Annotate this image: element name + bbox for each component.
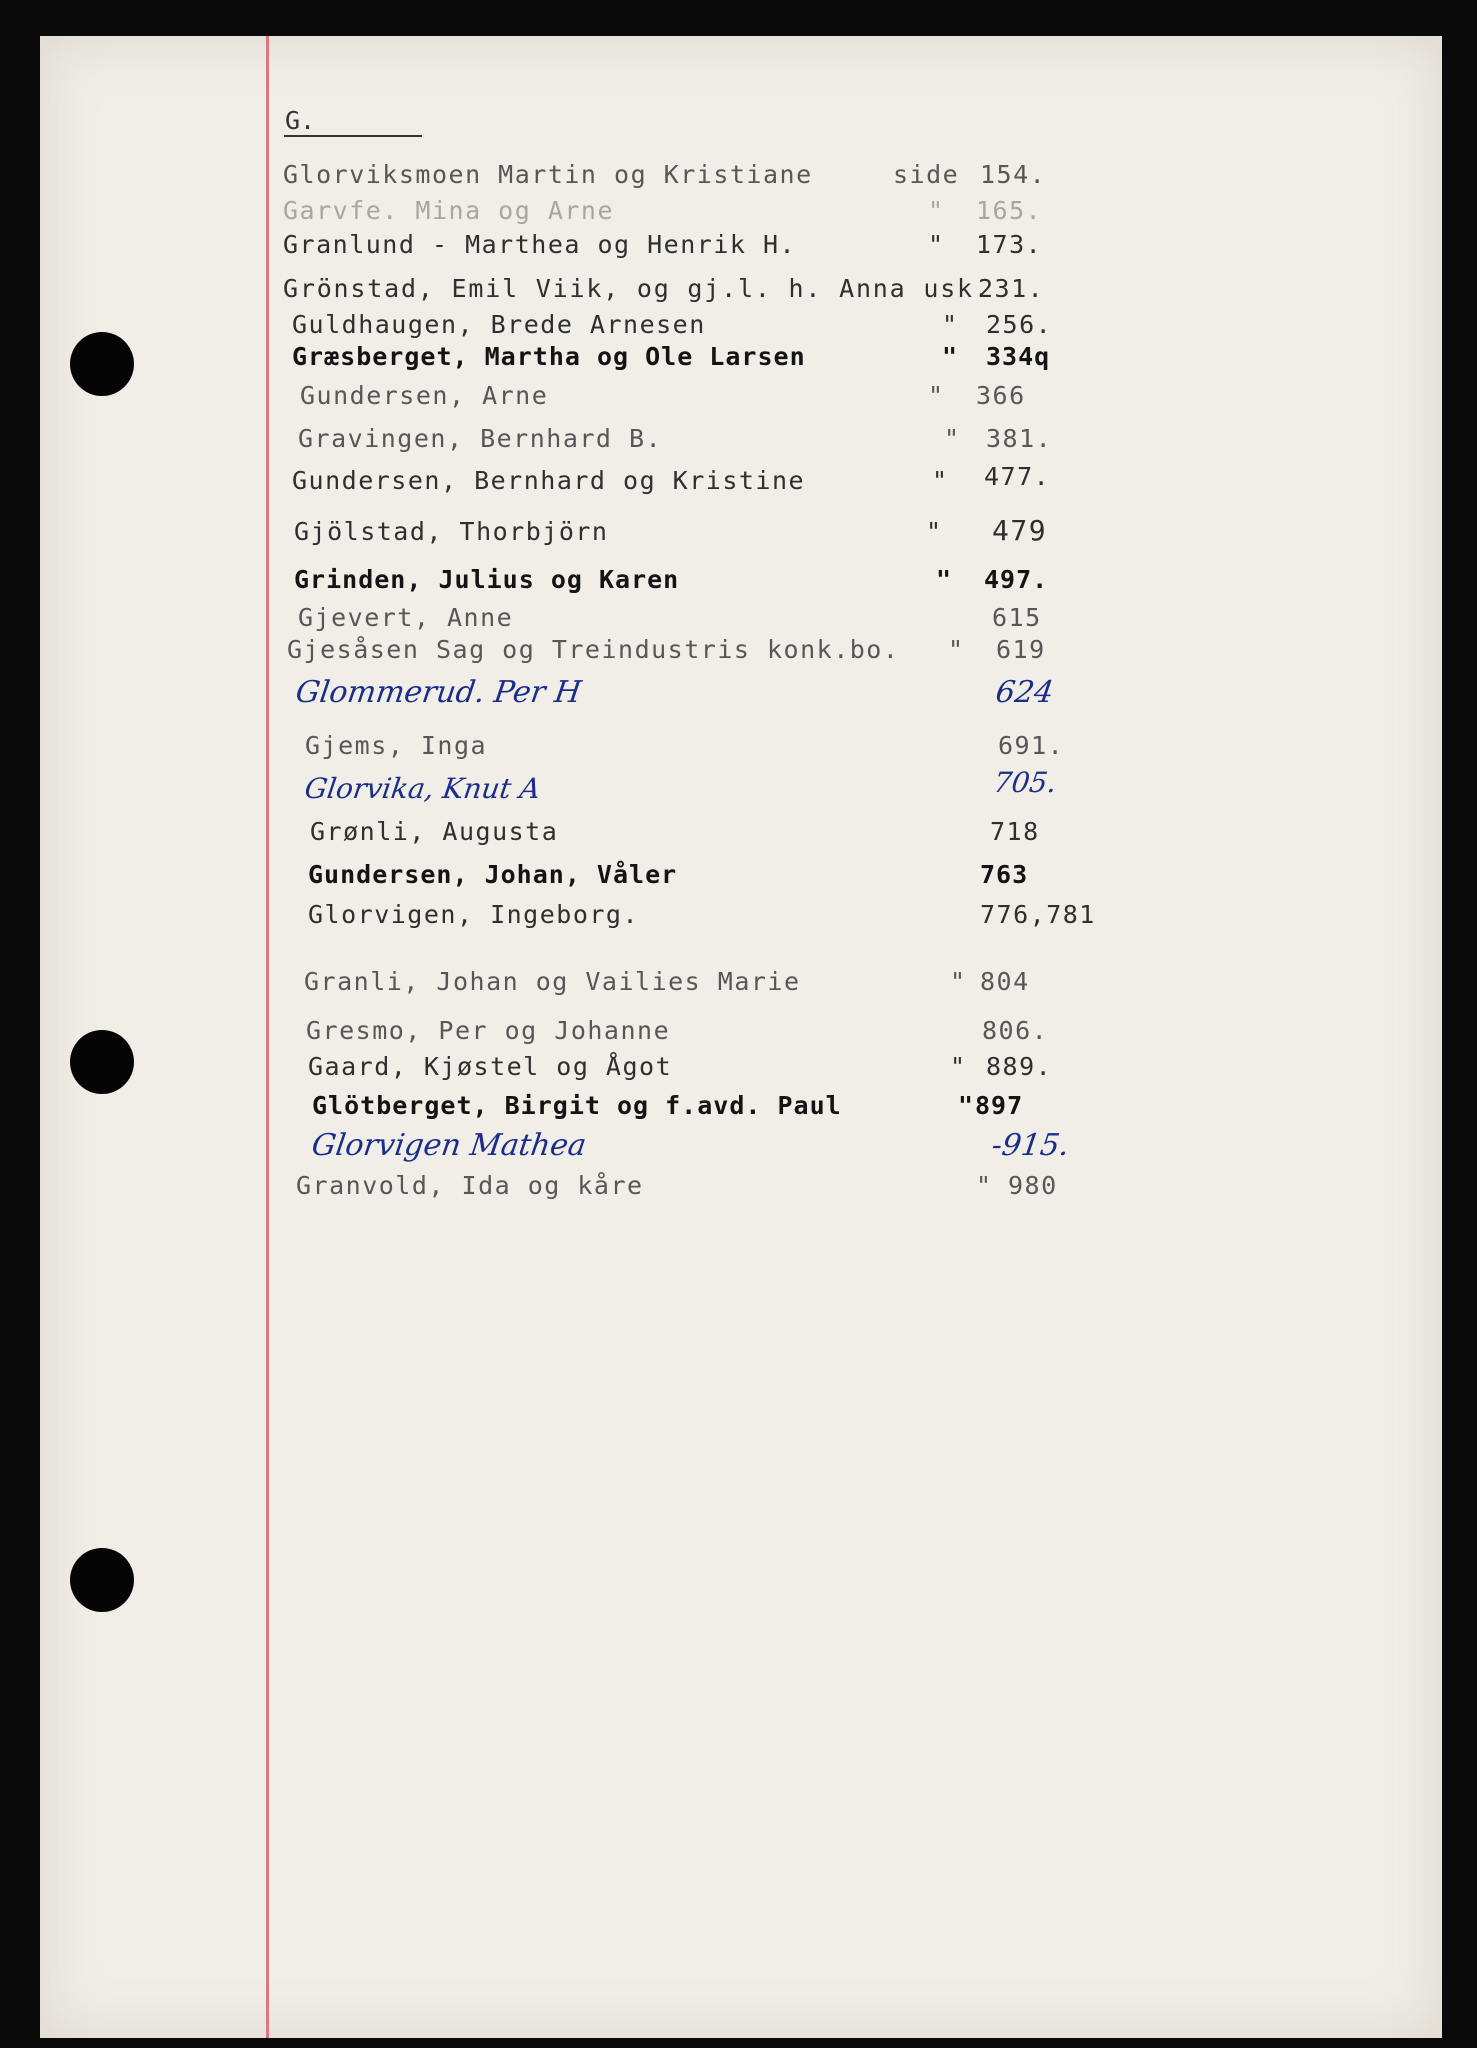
entry-name: Granvold, Ida og kåre <box>296 1171 644 1200</box>
entry-name: Glorvigen, Ingeborg. <box>308 900 640 929</box>
entry-page: 497. <box>984 565 1049 594</box>
entry-name: Granli, Johan og Vailies Marie <box>304 967 801 996</box>
entry-ditto: " <box>928 196 945 225</box>
handwritten-entry-name: Glommerud. Per H <box>293 675 584 710</box>
entry-page: 806. <box>982 1016 1049 1045</box>
entry-page: 256. <box>986 310 1053 339</box>
entry-ditto: " <box>950 1052 967 1081</box>
handwritten-entry-name: Glorvigen Mathea <box>309 1128 589 1163</box>
punch-hole-middle <box>70 1030 134 1094</box>
entry-page: 173. <box>976 230 1043 259</box>
entry-name: Gjems, Inga <box>305 731 488 760</box>
entry-page: 619 <box>996 635 1046 664</box>
index-card-sheet <box>40 36 1442 2038</box>
entry-ditto: " <box>936 565 953 594</box>
entry-page: 615 <box>992 603 1042 632</box>
entry-page: 980 <box>1008 1171 1058 1200</box>
entry-page: 479 <box>992 514 1048 547</box>
handwritten-entry-page: -915. <box>989 1128 1072 1163</box>
entry-ditto: " <box>928 230 945 259</box>
entry-name: Glötberget, Birgit og f.avd. Paul <box>312 1091 842 1120</box>
punch-hole-top <box>70 332 134 396</box>
entry-page: 165. <box>976 196 1043 225</box>
entry-name: Gundersen, Arne <box>300 381 549 410</box>
entry-page: 763 <box>980 860 1029 889</box>
entry-page: 477. <box>984 462 1051 491</box>
handwritten-entry-name: Glorvika, Knut A <box>302 772 543 805</box>
entry-page: 231. <box>978 274 1045 303</box>
handwritten-entry-page: 624 <box>993 675 1056 710</box>
entry-page: 897 <box>975 1091 1024 1120</box>
section-underline <box>284 135 422 137</box>
entry-name: Granlund - Marthea og Henrik H. <box>283 230 797 259</box>
entry-ditto: " <box>926 517 943 546</box>
entry-name: Gresmo, Per og Johanne <box>306 1016 671 1045</box>
red-margin-line <box>266 36 269 2038</box>
entry-name: Gjölstad, Thorbjörn <box>294 517 609 546</box>
section-letter: G. <box>285 106 316 135</box>
entry-page: 718 <box>990 817 1040 846</box>
entry-page: 154. <box>980 160 1047 189</box>
entry-name: Grinden, Julius og Karen <box>294 565 680 594</box>
entry-name: Glorviksmoen Martin og Kristiane <box>283 160 813 189</box>
entry-ditto: " <box>928 381 945 410</box>
entry-ditto: side <box>893 160 960 189</box>
entry-name: Gundersen, Johan, Våler <box>308 860 678 889</box>
entry-page: 334q <box>986 342 1051 371</box>
entry-name: Grønli, Augusta <box>310 817 559 846</box>
entry-name: Gaard, Kjøstel og Ågot <box>308 1052 673 1081</box>
entry-page: 691. <box>998 731 1065 760</box>
entry-page: 381. <box>986 424 1053 453</box>
entry-ditto: " <box>976 1171 993 1200</box>
entry-ditto: " <box>944 424 961 453</box>
entry-name: Gjesåsen Sag og Treindustris konk.bo. <box>287 635 900 664</box>
entry-ditto: " <box>948 635 965 664</box>
entry-ditto: " <box>958 1091 975 1120</box>
entry-ditto: " <box>942 342 959 371</box>
entry-name: Garvfe. Mina og Arne <box>283 196 615 225</box>
entry-name: Gjevert, Anne <box>298 603 514 632</box>
entry-page: 804 <box>980 967 1030 996</box>
entry-name: Grönstad, Emil Viik, og gj.l. h. Anna usk. <box>283 274 991 303</box>
entry-page: 776,781 <box>980 900 1096 929</box>
entry-name: Græsberget, Martha og Ole Larsen <box>292 342 806 371</box>
entry-ditto: " <box>932 466 949 495</box>
punch-hole-bottom <box>70 1548 134 1612</box>
entry-ditto: " <box>942 310 959 339</box>
entry-ditto: " <box>950 967 967 996</box>
entry-name: Gravingen, Bernhard B. <box>298 424 663 453</box>
entry-page: 889. <box>986 1052 1053 1081</box>
entry-name: Gundersen, Bernhard og Kristine <box>292 466 806 495</box>
handwritten-entry-page: 705. <box>991 766 1059 799</box>
entry-page: 366 <box>976 381 1026 410</box>
entry-name: Guldhaugen, Brede Arnesen <box>292 310 706 339</box>
